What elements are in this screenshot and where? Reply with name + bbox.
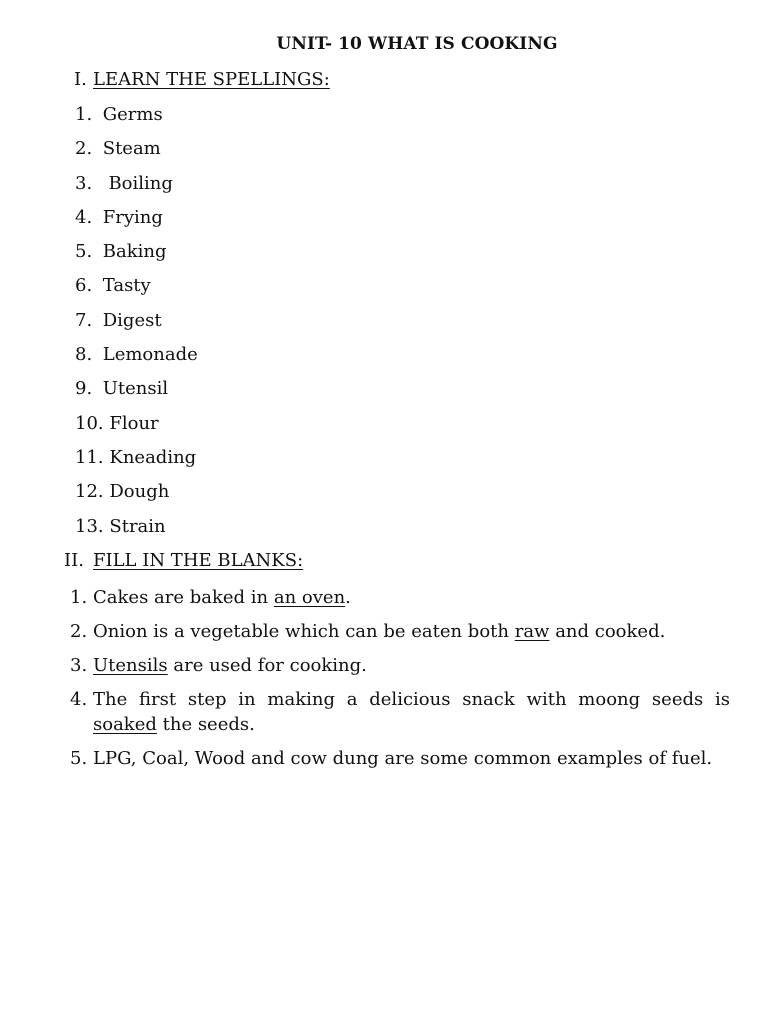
spelling-word: Utensil [102, 378, 169, 400]
item-number: 12. [75, 481, 104, 503]
sentence-text: The first step in making a delicious snack with moong seeds is [93, 689, 730, 710]
sentence [93, 619, 730, 644]
list-item [75, 514, 198, 548]
list-item [70, 746, 730, 771]
sentence [93, 687, 730, 737]
item-number: 9. [75, 378, 93, 400]
list-item [75, 445, 198, 479]
list-item [70, 653, 730, 678]
item-number: 5. [70, 748, 88, 769]
list-item [75, 342, 198, 376]
list-item [75, 411, 198, 445]
section-heading-spellings [74, 69, 330, 90]
section-heading-label: LEARN THE SPELLINGS: [93, 69, 330, 90]
item-number: 1. [70, 587, 88, 608]
item-number: 3. [70, 655, 88, 676]
list-item [75, 376, 198, 410]
spelling-word: Steam [102, 138, 161, 160]
answer-underlined: soaked [93, 714, 157, 735]
spelling-word: Germs [102, 104, 163, 125]
answer-underlined: Utensils [93, 655, 168, 676]
page-title: UNIT- 10 WHAT IS COOKING [276, 34, 558, 54]
item-number: 3. [75, 172, 93, 194]
item-number: 10. [75, 412, 104, 434]
spelling-word: Dough [109, 481, 170, 503]
sentence-text: and cooked. [549, 621, 666, 642]
list-item [75, 136, 198, 170]
spelling-word: Strain [109, 515, 166, 537]
item-number: 5. [75, 241, 93, 263]
sentence-text: are used for cooking. [167, 655, 367, 676]
spelling-word: Boiling [102, 172, 173, 194]
section-numeral: II. [64, 550, 84, 571]
list-item [70, 687, 730, 737]
item-number: 2. [70, 621, 88, 642]
list-item [75, 239, 198, 273]
list-item [75, 273, 198, 307]
sentence: LPG, Coal, Wood and cow dung are some common examples of fuel. [93, 748, 713, 769]
item-number: 2. [75, 138, 93, 160]
item-number: 4. [70, 689, 88, 710]
sentence [93, 585, 730, 610]
item-number: 13. [75, 515, 104, 537]
list-item [70, 619, 730, 644]
spelling-word: Lemonade [102, 344, 198, 366]
item-number: 8. [75, 344, 93, 366]
item-number: 6. [75, 275, 93, 297]
list-item [70, 585, 730, 610]
spelling-list [75, 102, 198, 548]
sentence-text: the seeds. [156, 714, 255, 735]
sentence-text: Cakes are baked in [93, 587, 274, 608]
answer-underlined: an oven [273, 587, 346, 608]
list-item [75, 102, 198, 136]
fill-blanks-list [70, 585, 730, 780]
list-item [75, 171, 198, 205]
answer-underlined: raw [514, 621, 550, 642]
sentence-text: Onion is a vegetable which can be eaten both [93, 621, 515, 642]
spelling-word: Tasty [102, 275, 151, 297]
list-item [75, 479, 198, 513]
sentence [93, 653, 730, 678]
section-heading-fill-blanks [64, 550, 303, 571]
list-item [75, 308, 198, 342]
spelling-word: Kneading [109, 446, 197, 468]
item-number: 11. [75, 446, 104, 468]
section-numeral: I. [74, 69, 87, 90]
spelling-word: Baking [102, 241, 167, 263]
sentence-text: . [345, 587, 351, 608]
item-number: 4. [75, 206, 93, 228]
spelling-word: Flour [109, 412, 159, 434]
spelling-word: Digest [102, 309, 162, 331]
list-item [75, 205, 198, 239]
item-number: 1. [75, 104, 93, 125]
section-heading-label: FILL IN THE BLANKS: [93, 550, 304, 571]
item-number: 7. [75, 309, 93, 331]
spelling-word: Frying [102, 206, 163, 228]
